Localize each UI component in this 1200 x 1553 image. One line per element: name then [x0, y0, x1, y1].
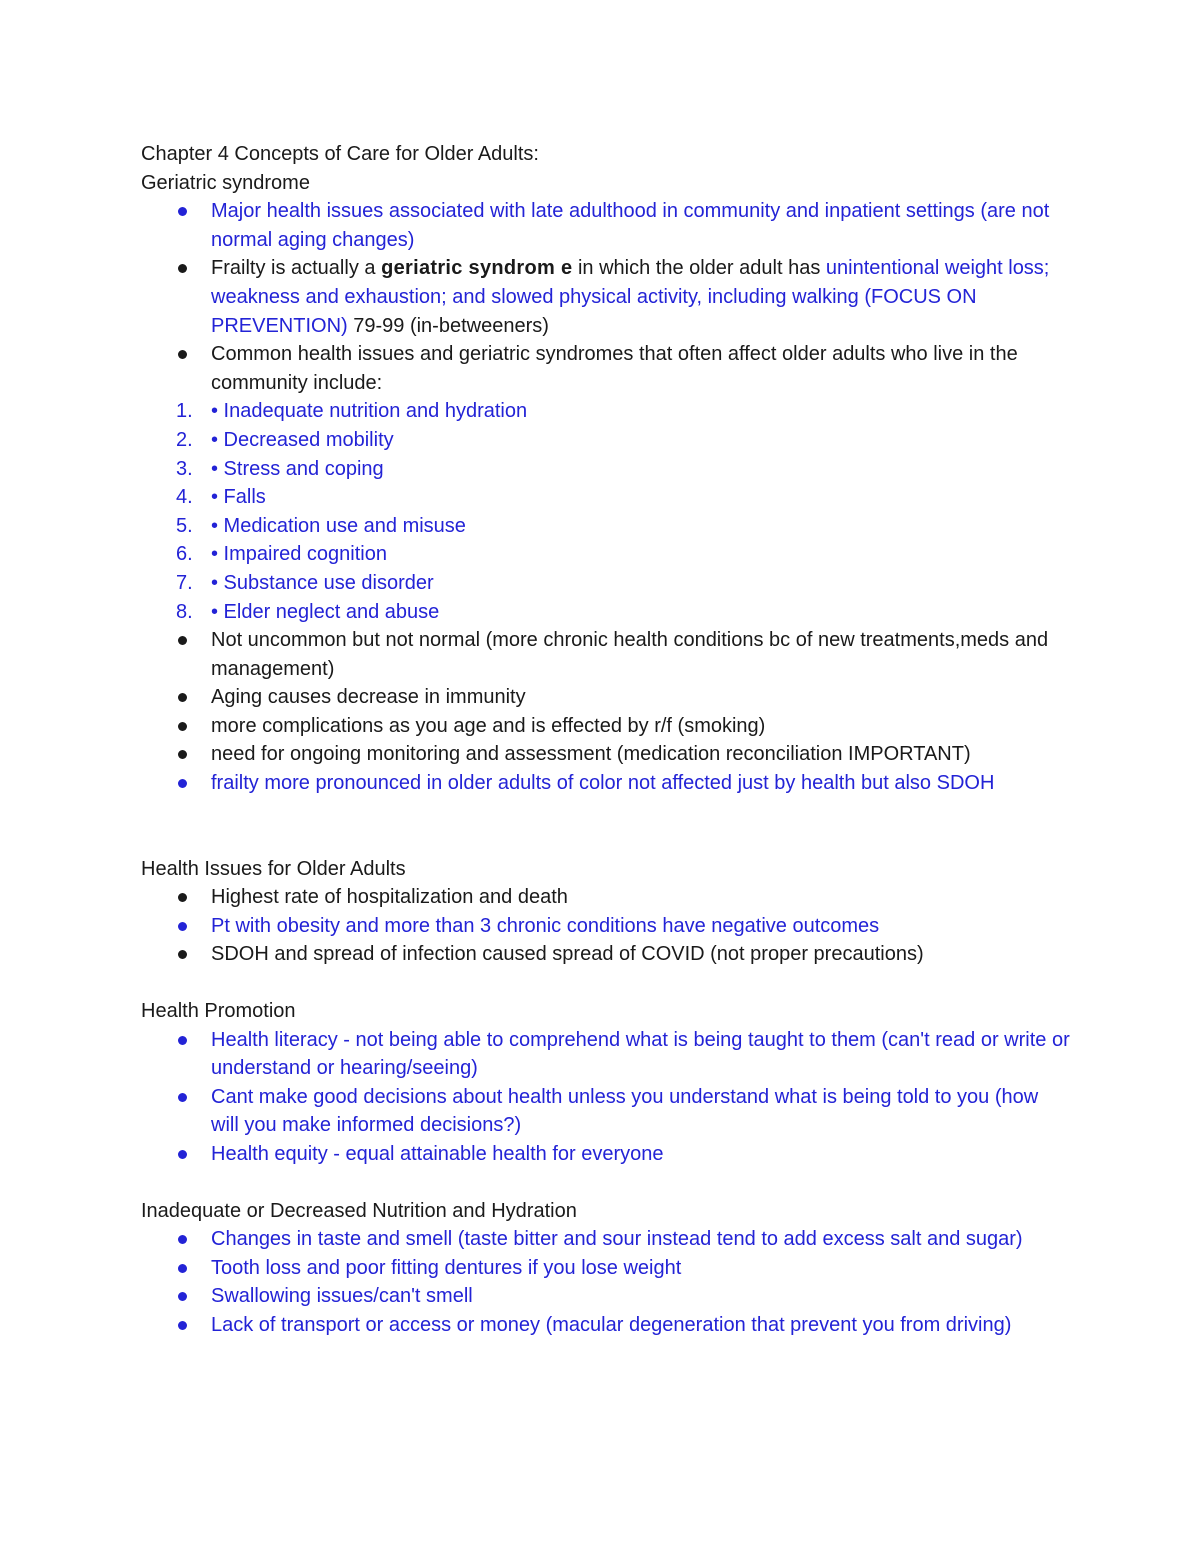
bullet-icon	[178, 779, 187, 788]
item-number: 6.	[176, 543, 193, 566]
numbered-item	[141, 483, 1071, 512]
spacer	[141, 969, 1071, 997]
geriatric-syndrome-list	[141, 197, 1071, 397]
bullet-icon	[178, 1036, 187, 1045]
bullet-icon	[178, 750, 187, 759]
list-item-text: Highest rate of hospitalization and death	[211, 886, 568, 909]
list-item-text: Changes in taste and smell (taste bitter and sour instead tend to add excess salt and sugar)	[211, 1228, 1023, 1251]
list-item	[141, 626, 1071, 683]
bullet-icon	[178, 722, 187, 731]
list-item	[141, 769, 1071, 798]
list-item-text: • Stress and coping	[211, 457, 384, 480]
list-item-text: Lack of transport or access or money (macular degeneration that prevent you from driving)	[211, 1313, 1012, 1336]
list-item-text: • Substance use disorder	[211, 571, 434, 594]
list-item-text: • Medication use and misuse	[211, 514, 466, 537]
item-number: 1.	[176, 400, 193, 423]
nutrition-hydration-list	[141, 1225, 1071, 1339]
list-item	[141, 1026, 1071, 1083]
spacer	[141, 1169, 1071, 1197]
list-item	[141, 883, 1071, 912]
list-item-text: • Impaired cognition	[211, 543, 387, 566]
list-item	[141, 940, 1071, 969]
list-item-text: 79-99 (in-betweeners)	[347, 314, 549, 337]
bullet-icon	[178, 264, 187, 273]
bold-term: geriatric syndrom e	[381, 257, 573, 280]
numbered-item	[141, 512, 1071, 541]
list-item-text: Not uncommon but not normal (more chronic health conditions bc of new treatments,meds and management)	[211, 629, 1049, 680]
list-item	[141, 1254, 1071, 1283]
list-item-text: more complications as you age and is effected by r/f (smoking)	[211, 714, 766, 737]
list-item-text: Frailty is actually a	[211, 257, 382, 280]
list-item	[141, 1083, 1071, 1140]
numbered-item	[141, 426, 1071, 455]
health-issues-list	[141, 883, 1071, 969]
spacer	[141, 798, 1071, 855]
list-item-text: Tooth loss and poor fitting dentures if you lose weight	[211, 1256, 682, 1279]
list-item	[141, 197, 1071, 254]
document-title: Chapter 4 Concepts of Care for Older Adults:	[141, 143, 539, 165]
item-number: 3.	[176, 457, 193, 480]
section-heading-health-issues: Health Issues for Older Adults	[141, 857, 406, 880]
list-item-text: Aging causes decrease in immunity	[211, 686, 526, 709]
list-item-text: • Inadequate nutrition and hydration	[211, 400, 528, 423]
list-item	[141, 683, 1071, 712]
list-item-text: Cant make good decisions about health unless you understand what is being told to you (how will you make informed decisions?)	[211, 1085, 1039, 1137]
bullet-icon	[178, 1235, 187, 1244]
health-promotion-list	[141, 1026, 1071, 1169]
bullet-icon	[178, 350, 187, 359]
bullet-icon	[178, 922, 187, 931]
item-number: 5.	[176, 514, 193, 537]
bullet-icon	[178, 1264, 187, 1273]
bullet-icon	[178, 1150, 187, 1159]
list-item	[141, 740, 1071, 769]
numbered-item	[141, 598, 1071, 627]
list-item-text: • Decreased mobility	[211, 428, 394, 451]
list-item-text: SDOH and spread of infection caused spread of COVID (not proper precautions)	[211, 943, 924, 966]
item-number: 8.	[176, 600, 193, 623]
section-heading-nutrition-hydration: Inadequate or Decreased Nutrition and Hydration	[141, 1199, 577, 1222]
bullet-icon	[178, 693, 187, 702]
item-number: 7.	[176, 571, 193, 594]
list-item-text: Major health issues associated with late adulthood in community and inpatient settings (are not normal aging changes)	[211, 200, 1050, 251]
numbered-item	[141, 455, 1071, 484]
list-item-text: Health equity - equal attainable health for everyone	[211, 1143, 664, 1165]
list-item-text: frailty more pronounced in older adults of color not affected just by health but also SDOH	[211, 772, 995, 795]
item-number: 2.	[176, 428, 193, 451]
highlighted-text: unintentional weight loss; weakness and exhaustion; and slowed physical activity, including walking (FOCUS ON PREVENTION)	[211, 257, 1050, 337]
list-item-text: Common health issues and geriatric syndromes that often affect older adults who live in the community include:	[211, 343, 1018, 394]
list-item	[141, 1311, 1071, 1340]
list-item-text: Swallowing issues/can't smell	[211, 1285, 473, 1308]
list-item	[141, 1140, 1071, 1169]
list-item	[141, 340, 1071, 397]
bullet-icon	[178, 207, 187, 216]
list-item	[141, 712, 1071, 741]
numbered-issues-list	[141, 397, 1071, 626]
list-item-text: Health literacy - not being able to comprehend what is being taught to them (can't read or write or understand or hearing/seeing)	[211, 1028, 1070, 1080]
list-item	[141, 912, 1071, 941]
numbered-item	[141, 397, 1071, 426]
list-item-text: Pt with obesity and more than 3 chronic conditions have negative outcomes	[211, 914, 880, 937]
bullet-icon	[178, 1292, 187, 1301]
bullet-icon	[178, 1321, 187, 1330]
section-heading-geriatric-syndrome: Geriatric syndrome	[141, 171, 310, 194]
list-item-text: • Falls	[211, 486, 266, 509]
list-item-text: need for ongoing monitoring and assessment (medication reconciliation IMPORTANT)	[211, 743, 971, 766]
section-heading-health-promotion: Health Promotion	[141, 1000, 296, 1023]
bullet-icon	[178, 950, 187, 959]
list-item	[141, 1282, 1071, 1311]
list-item	[141, 1225, 1071, 1254]
geriatric-syndrome-list-continued	[141, 626, 1071, 798]
list-item-text: • Elder neglect and abuse	[211, 600, 440, 623]
bullet-icon	[178, 1093, 187, 1102]
bullet-icon	[178, 636, 187, 645]
item-number: 4.	[176, 486, 193, 509]
numbered-item	[141, 569, 1071, 598]
list-item-text: in which the older adult has	[572, 257, 826, 280]
bullet-icon	[178, 893, 187, 902]
numbered-item	[141, 540, 1071, 569]
document-page	[141, 140, 1071, 1340]
list-item	[141, 254, 1071, 340]
